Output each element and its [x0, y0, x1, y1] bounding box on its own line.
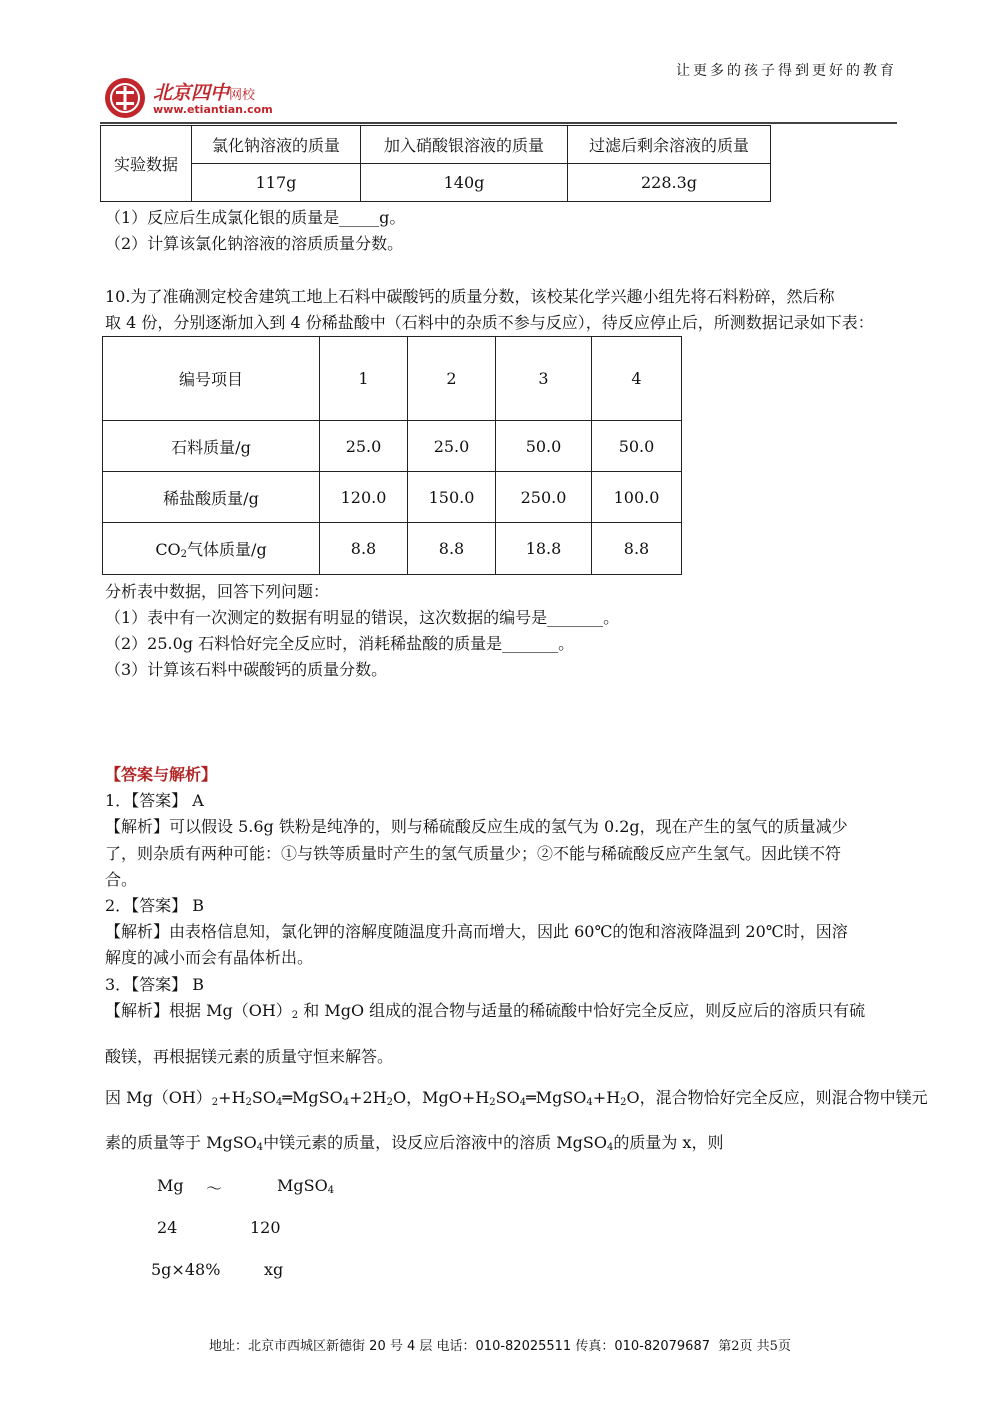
table2-col-header: 1	[320, 337, 408, 421]
table2-col-header: 3	[496, 337, 592, 421]
table2-col-header: 2	[408, 337, 496, 421]
table2-cell: 250.0	[496, 472, 592, 523]
table1-cell: 140g	[361, 164, 568, 202]
q10-part1: （1）表中有一次测定的数据有明显的错误，这次数据的编号是_______。	[105, 608, 620, 627]
table2-cell: 8.8	[592, 523, 682, 575]
answer1-explanation: 【解析】可以假设 5.6g 铁粉是纯净的，则与稀硫酸反应生成的氢气为 0.2g，现在产生的氢气的质量减少	[105, 817, 848, 836]
q10-intro-line1: 10.为了准确测定校舍建筑工地上石料中碳酸钙的质量分数，该校某化学兴趣小组先将石料粉碎，然后称	[105, 287, 835, 306]
q10-part3: （3）计算该石料中碳酸钙的质量分数。	[105, 660, 388, 679]
table-row	[103, 472, 682, 523]
table2-cell: 8.8	[320, 523, 408, 575]
answer3-label: 3．【答案】 B	[105, 975, 205, 994]
experiment-data-table	[100, 125, 771, 202]
calc-tilde: ～	[206, 1179, 223, 1198]
table1-header: 过滤后剩余溶液的质量	[568, 126, 771, 164]
table-row	[103, 523, 682, 575]
q9-part1: （1）反应后生成氯化银的质量是_____g。	[105, 208, 406, 227]
table1-cell: 228.3g	[568, 164, 771, 202]
table2-cell: 100.0	[592, 472, 682, 523]
page-number: 第2页 共5页	[718, 1339, 791, 1354]
answers-title: 【答案与解析】	[105, 765, 218, 784]
logo-name: 北京四中网校	[153, 82, 256, 104]
table1-row-label: 实验数据	[101, 126, 192, 202]
calc-known: 5g×48%	[151, 1260, 221, 1279]
table2-cell: 120.0	[320, 472, 408, 523]
table2-row-label: $CO_2$气体质量/g	[103, 523, 320, 575]
answer1-label: 1．【答案】 A	[105, 791, 204, 810]
answer1-explanation: 了，则杂质有两种可能：①与铁等质量时产生的氢气质量少；②不能与稀硫酸反应产生氢气。因此镁不符	[105, 844, 842, 863]
table2-row-label: 稀盐酸质量/g	[103, 472, 320, 523]
logo-emblem-icon	[103, 76, 147, 120]
table-row	[103, 421, 682, 472]
table1-header: 氯化钠溶液的质量	[192, 126, 361, 164]
logo-url: www.etiantian.com	[153, 103, 273, 116]
footer-address: 地址：北京市西城区新德街 20 号 4 层 电话：010-82025511 传真：010-82079687	[209, 1339, 710, 1354]
header-slogan: 让更多的孩子得到更好的教育	[676, 63, 897, 79]
table2-cell: 50.0	[496, 421, 592, 472]
calc-mgso4: MgSO$_4$	[277, 1176, 335, 1196]
table2-col-header: 4	[592, 337, 682, 421]
calc-mgso4-mass: 120	[250, 1218, 281, 1237]
table1-header: 加入硝酸银溶液的质量	[361, 126, 568, 164]
table2-cell: 8.8	[408, 523, 496, 575]
answer2-label: 2．【答案】 B	[105, 896, 205, 915]
answer3-explanation: 酸镁，再根据镁元素的质量守恒来解答。	[105, 1047, 394, 1066]
school-logo	[103, 76, 283, 122]
table2-cell: 50.0	[592, 421, 682, 472]
calc-mg-mass: 24	[157, 1218, 178, 1237]
page-footer	[0, 1335, 1000, 1354]
table2-cell: 18.8	[496, 523, 592, 575]
header-divider	[100, 122, 897, 124]
answer3-equation: 因 $Mg(OH)_2+H_2SO_4═MgSO_4+2H_2O$，$MgO+H_2SO_4═MgSO_4+H_2O$，混合物恰好完全反应，则混合物中镁元	[105, 1088, 928, 1108]
table2-cell: 150.0	[408, 472, 496, 523]
table2-cell: 25.0	[408, 421, 496, 472]
table2-cell: 25.0	[320, 421, 408, 472]
q10-intro-line2: 取 4 份，分别逐渐加入到 4 份稀盐酸中（石料中的杂质不参与反应），待反应停止后，所测数据记录如下表：	[105, 313, 874, 332]
calc-mg: Mg	[157, 1176, 184, 1195]
q10-part2: （2）25.0g 石料恰好完全反应时，消耗稀盐酸的质量是_______。	[105, 634, 575, 653]
q10-analysis: 分析表中数据，回答下列问题：	[105, 582, 330, 601]
q9-part2: （2）计算该氯化钠溶液的溶质质量分数。	[105, 234, 404, 253]
answer3-explanation: 【解析】根据 $Mg(OH)_2$ 和 MgO 组成的混合物与适量的稀硫酸中恰好完全反应，则反应后的溶质只有硫	[105, 1001, 866, 1021]
table1-cell: 117g	[192, 164, 361, 202]
answer2-explanation: 【解析】由表格信息知，氯化钾的溶解度随温度升高而增大，因此 60℃的饱和溶液降温到 20℃时，因溶	[105, 922, 848, 941]
answer1-explanation: 合。	[105, 870, 138, 889]
calc-unknown: xg	[264, 1260, 284, 1279]
stone-data-table	[102, 336, 682, 575]
table2-row-label: 石料质量/g	[103, 421, 320, 472]
table2-header-label: 编号项目	[103, 337, 320, 421]
answer3-explanation: 素的质量等于 MgSO$_4$中镁元素的质量，设反应后溶液中的溶质 MgSO$_4$的质量为 x，则	[105, 1133, 724, 1153]
answer2-explanation: 解度的减小而会有晶体析出。	[105, 948, 314, 967]
